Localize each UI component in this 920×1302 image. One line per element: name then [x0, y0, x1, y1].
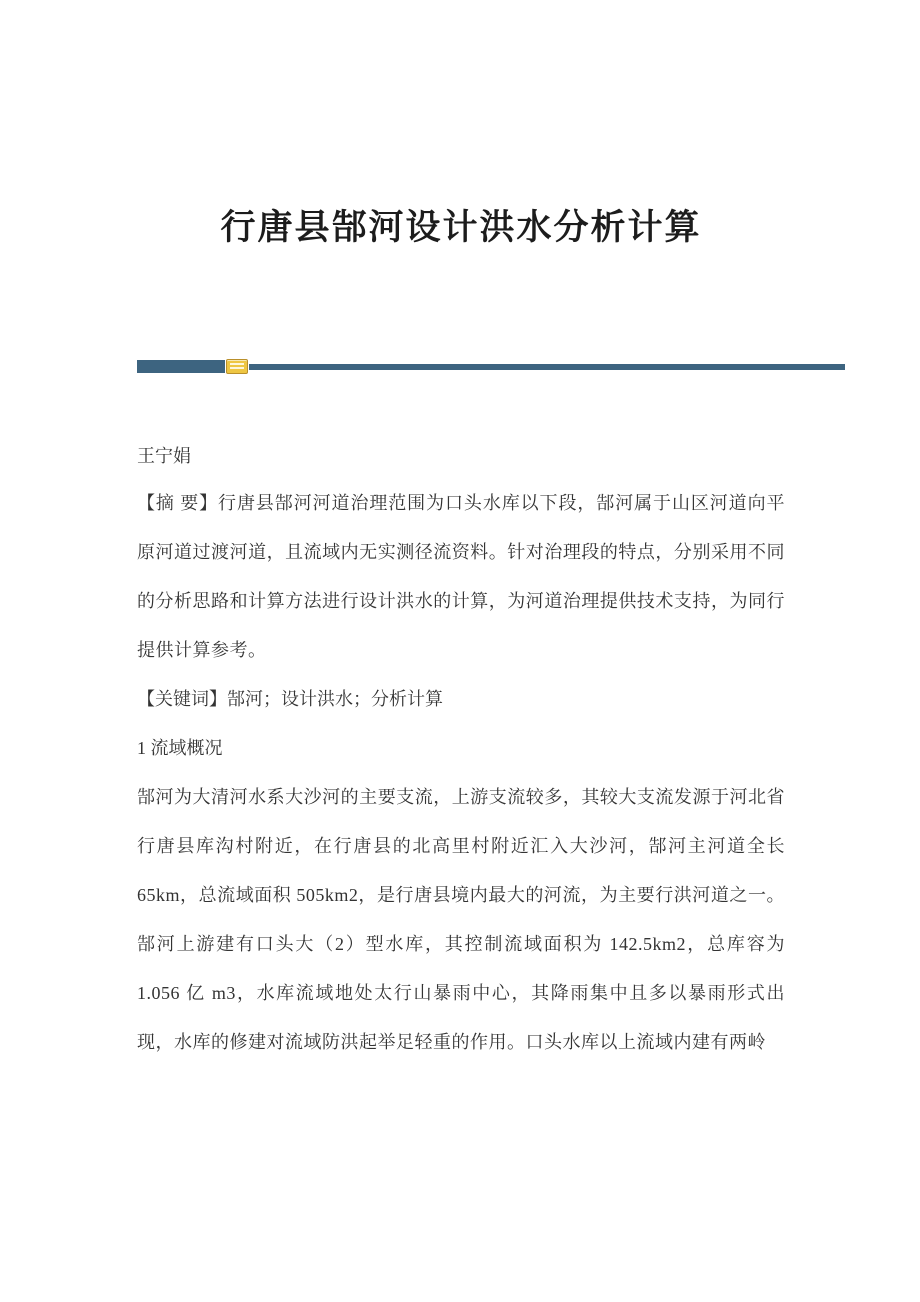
- divider-bar-left: [137, 360, 225, 373]
- page-title: 行唐县郜河设计洪水分析计算: [220, 208, 702, 247]
- envelope-icon: [226, 359, 248, 374]
- author-name: 王宁娟: [137, 445, 191, 466]
- envelope-icon-line: [230, 363, 244, 365]
- divider-bar-right: [249, 364, 845, 370]
- envelope-icon-line: [230, 367, 244, 369]
- body-paragraph: 郜河为大清河水系大沙河的主要支流，上游支流较多，其较大支流发源于河北省行唐县库沟村附近，在行唐县的北高里村附近汇入大沙河，郜河主河道全长65km，总流域面积 505km2，是行唐县境内最大的河流，为主要行洪河道之一。郜河上游建有口头大（2）型水库，其控制流域面积为 142.5km2，总库容为 1.056 亿 m3，水库流域地处太行山暴雨中心，其降雨集中且多以暴雨形式出现，水库的修建对流域防洪起举足轻重的作用。口头水库以上流域内建有两岭: [137, 786, 785, 1052]
- divider: [137, 359, 845, 375]
- abstract-paragraph: 【摘 要】行唐县郜河河道治理范围为口头水库以下段，郜河属于山区河道向平原河道过渡河道，且流域内无实测径流资料。针对治理段的特点，分别采用不同的分析思路和计算方法进行设计洪水的计算，为河道治理提供技术支持，为同行提供计算参考。: [137, 492, 785, 660]
- section-heading: 1 流域概况: [137, 737, 223, 758]
- keywords-line: 【关键词】郜河；设计洪水；分析计算: [137, 688, 443, 709]
